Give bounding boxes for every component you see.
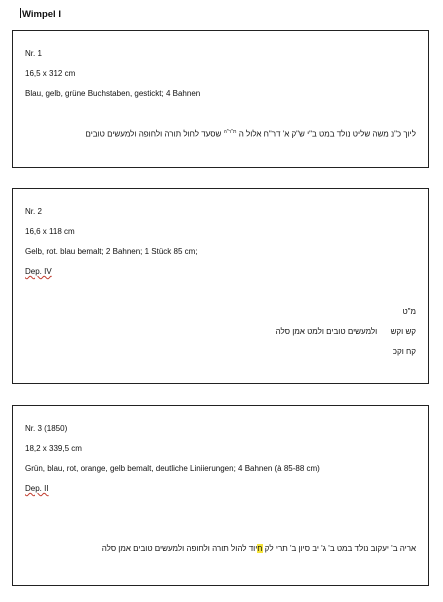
entry-description: Gelb, rot. blau bemalt; 2 Bahnen; 1 Stück 85 cm; (25, 247, 198, 256)
hebrew-inscription (85, 129, 416, 139)
hebrew-line: קח וקכ (392, 347, 416, 356)
entry-deposit: Dep. IV (25, 267, 52, 276)
entry-deposit: Dep. II (25, 484, 49, 493)
entry-box-3 (12, 405, 429, 586)
hebrew-inscription (102, 544, 416, 553)
entry-size: 16,5 x 312 cm (25, 69, 76, 78)
entry-number: Nr. 3 (1850) (25, 424, 68, 433)
entry-size: 18,2 x 339,5 cm (25, 444, 82, 453)
entry-box-1 (12, 30, 429, 168)
page-title (20, 8, 61, 20)
page-title-text: Wimpel I (22, 9, 61, 20)
hebrew-line: קש וקש ולמעשים טובים ולמט אמן סלה (275, 327, 416, 336)
entry-number: Nr. 2 (25, 207, 42, 216)
hebrew-text-part: שסעד לחול תורה ולחופה ולמעשים טובים (85, 129, 222, 139)
entry-number: Nr. 1 (25, 49, 42, 58)
hebrew-text-part: ליוך כ"נ משה שליט נולד במט ב"י ש"ק א' דר"ח אלול ה (238, 129, 416, 139)
hebrew-superscript: ת"ר"ה (223, 129, 237, 135)
entry-box-2 (12, 188, 429, 384)
text-cursor (20, 8, 21, 18)
entry-description: Grün, blau, rot, orange, gelb bemalt, deutliche Liniierungen; 4 Bahnen (à 85-88 cm) (25, 464, 320, 473)
highlighted-character: ח (257, 544, 263, 553)
entry-size: 16,6 x 118 cm (25, 227, 75, 236)
hebrew-text-part: אריה ב' יעקוב נולד במט ב' ג' יב סיון ב' תרי לק (262, 544, 416, 553)
entry-description: Blau, gelb, grüne Buchstaben, gestickt; 4 Bahnen (25, 89, 201, 98)
hebrew-line: מ"ט (402, 307, 416, 316)
hebrew-text-part: יוד להול תורה ולחופה ולמעשים טובים אמן סלה (101, 544, 258, 553)
